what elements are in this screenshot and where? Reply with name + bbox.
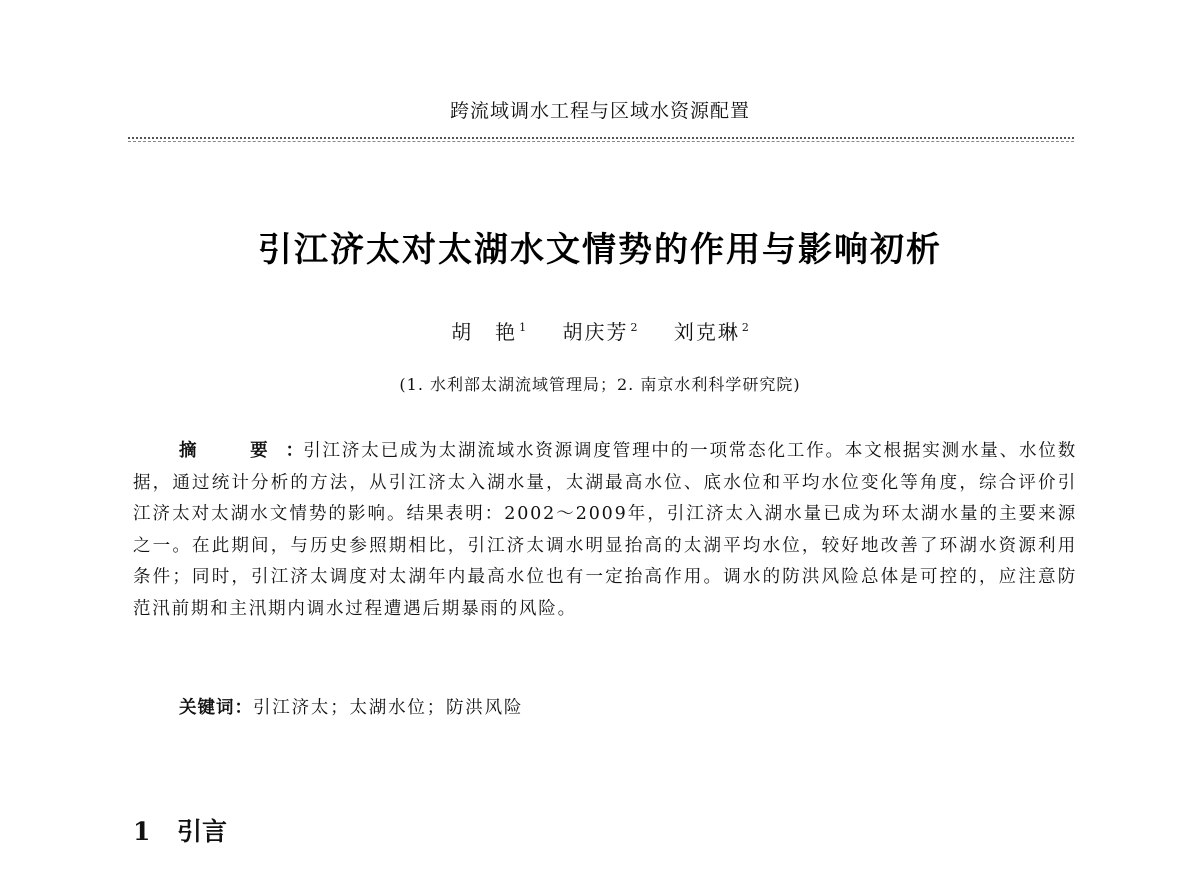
author-name: 胡 艳 — [451, 320, 518, 344]
keywords-label: 关键词： — [179, 698, 253, 718]
paper-title: 引江济太对太湖水文情势的作用与影响初析 — [258, 230, 942, 270]
abstract-label: 摘 要 — [179, 441, 286, 461]
abstract-colon: ： — [285, 441, 304, 461]
header-rule — [128, 137, 1074, 139]
section-number: 1 — [133, 817, 151, 846]
author-1 — [451, 316, 526, 345]
running-header: 跨流域调水工程与区域水资源配置 — [449, 100, 750, 122]
keywords-text: 引江济太；太湖水位；防洪风险 — [253, 698, 524, 718]
author-affiliation-mark: 2 — [741, 321, 749, 335]
author-2 — [563, 316, 638, 345]
author-3 — [674, 316, 749, 345]
author-name: 胡庆芳 — [562, 320, 629, 344]
abstract — [133, 436, 1077, 625]
section-title: 引言 — [177, 817, 228, 846]
header-rule-secondary — [128, 141, 1074, 142]
author-affiliation-mark: 2 — [630, 321, 638, 335]
author-affiliation-mark: 1 — [519, 321, 527, 335]
abstract-text: 引江济太已成为太湖流域水资源调度管理中的一项常态化工作。本文根据实测水量、水位数据，通过统计分析的方法，从引江济太入湖水量，太湖最高水位、底水位和平均水位变化等角度，综合评价引江济太对太湖水文情势的影响。结果表明：2002～2009年，引江济太入湖水量已成为环太湖水量的主要来源之一。在此期间，与历史参照期相比，引江济太调水明显抬高的太湖平均水位，较好地改善了环湖水资源利用条件；同时，引江济太调度对太湖年内最高水位也有一定抬高作用。调水的防洪风险总体是可控的，应注意防范汛前期和主汛期内调水过程遭遇后期暴雨的风险。 — [133, 441, 1077, 619]
author-name: 刘克琳 — [673, 320, 740, 344]
affiliations: (1. 水利部太湖流域管理局；2. 南京水利科学研究院) — [399, 375, 801, 394]
keywords — [179, 694, 523, 719]
section-heading — [133, 812, 227, 848]
author-list — [0, 316, 1200, 345]
